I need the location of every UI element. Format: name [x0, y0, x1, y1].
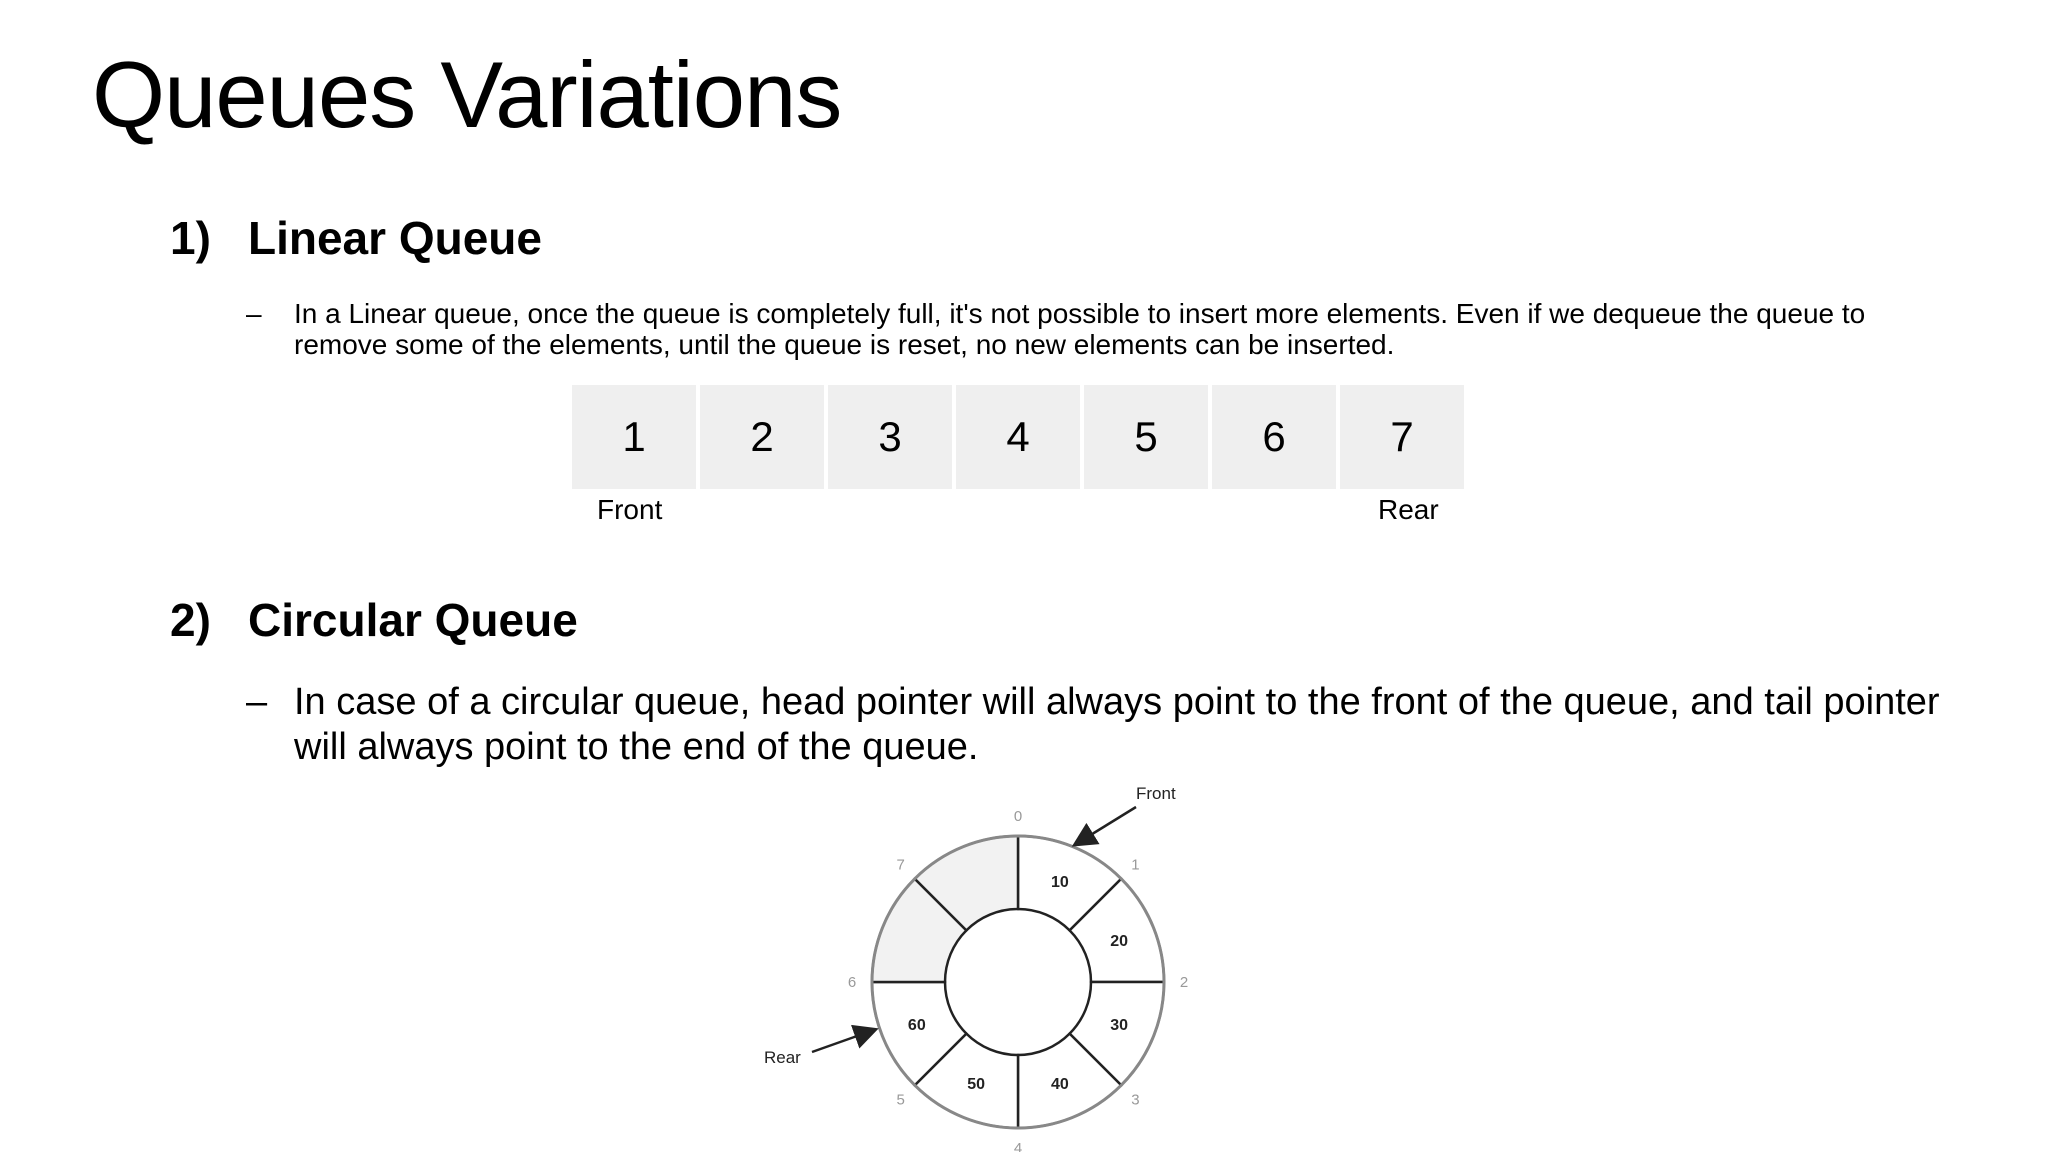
slot-value: 20: [1110, 933, 1129, 951]
bullet-dash: –: [246, 681, 268, 723]
queue-cell: 3: [828, 385, 952, 489]
slot-index: 2: [1179, 974, 1189, 991]
slot-index: 1: [1131, 856, 1140, 874]
circular-rear-label: Rear: [764, 1048, 801, 1067]
front-arrow: [1076, 807, 1136, 844]
section-title: Circular Queue: [248, 594, 578, 646]
circular-queue-diagram: [740, 772, 1210, 1152]
section-heading-circular-queue: [170, 592, 578, 648]
section-heading-linear-queue: [170, 210, 542, 266]
front-label: Front: [597, 494, 663, 525]
slot-index: 5: [896, 1091, 905, 1109]
queue-cell: 2: [700, 385, 824, 489]
queue-cell: 4: [956, 385, 1080, 489]
slot-value: 50: [967, 1076, 985, 1094]
slot-index: 3: [1131, 1091, 1140, 1109]
queue-cell: 7: [1340, 385, 1464, 489]
slot-value: 60: [907, 1016, 926, 1034]
rear-arrow: [812, 1030, 874, 1052]
slot-index: 4: [1013, 1140, 1023, 1152]
slot-value: 40: [1051, 1076, 1069, 1094]
section-title: Linear Queue: [248, 212, 542, 264]
slot-index: 7: [896, 856, 905, 874]
bullet-circular-queue: [246, 680, 1966, 770]
bullet-text: In case of a circular queue, head pointer will always point to the front of the queue, and tail pointer will always point to the end of the queue.: [294, 681, 1940, 768]
slot-value: 10: [1051, 873, 1069, 891]
slot-index: 6: [847, 974, 857, 991]
queue-cell: 1: [572, 385, 696, 489]
bullet-linear-queue: [246, 298, 1966, 360]
bullet-text: In a Linear queue, once the queue is completely full, it's not possible to insert more elements. Even if we dequeue the queue to remove some of the elements, until the queue is reset, no new elements can be inserted.: [294, 298, 1866, 360]
queue-cell: 5: [1084, 385, 1208, 489]
slide-title: Queues Variations: [92, 42, 842, 147]
queue-cell: 6: [1212, 385, 1336, 489]
slot-index: 0: [1013, 808, 1023, 825]
section-number: 1): [170, 212, 211, 264]
slot-value: 30: [1110, 1016, 1129, 1034]
circular-front-label: Front: [1136, 784, 1176, 803]
rear-label: Rear: [1378, 494, 1439, 525]
section-number: 2): [170, 594, 211, 646]
linear-queue-diagram: [572, 385, 1464, 489]
bullet-dash: –: [246, 298, 262, 329]
